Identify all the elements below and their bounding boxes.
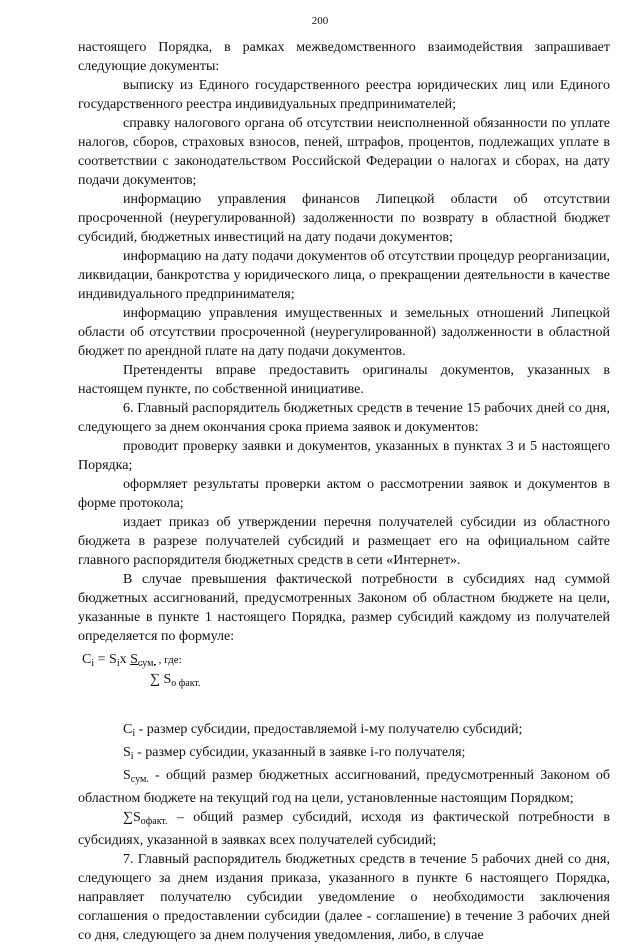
formula-numerator-line: $C_i = S_ix$ $S_{сум.}$ , где: (82, 652, 182, 669)
paragraph-egrul: выписку из Единого государственного реестра юридических лиц или Единого государственного реестра индивидуальных предпринимателей; (78, 78, 610, 112)
paragraph-tax-certificate: справку налогового органа об отсутствии неисполненной обязанности по уплате налогов, сборов, страховых взносов, пеней, штрафов, процентов, подлежащих уплате в соответствии с законодательством Российской Федерации о налогах и сборах, на дату подачи документов; (78, 116, 610, 188)
paragraph-originals: Претенденты вправе предоставить оригиналы документов, указанных в настоящем пункте, по собственной инициативе. (78, 363, 610, 397)
paragraph-finance-info: информацию управления финансов Липецкой области об отсутствии просроченной (неурегулированной) задолженности по возврату в областной бюджет субсидий, бюджетных инвестиций на дату подачи документов; (78, 192, 610, 245)
definition-ci: $C_i$ - размер субсидии, предоставляемой i-му получателю субсидий; (123, 722, 523, 739)
paragraph-order: издает приказ об утверждении перечня получателей субсидии из областного бюджета в разрезе получателей субсидий и размещает его на официальном сайте главного распорядителя бюджетных средств в сети «Интернет». (78, 515, 610, 568)
paragraph-item-7: 7. Главный распорядитель бюджетных средств в течение 5 рабочих дней со дня, следующего за днем издания приказа, указанного в пункте 6 настоящего Порядка, направляет получателю субсидии уведомление о необходимости заключения соглашения о предоставлении субсидии (далее - соглашение) в течение 3 рабочих дней со дня, следующего за днем получения уведомления, либо, в случае (78, 852, 610, 943)
paragraph-excess: В случае превышения фактической потребности в субсидиях над суммой бюджетных ассигнований, предусмотренных Законом об областном бюджете на цели, указанные в пункте 1 настоящего Порядка, размер субсидий каждому из получателей определяется по формуле: (78, 572, 610, 644)
page-number: 200 (311, 15, 329, 27)
paragraph-check: проводит проверку заявки и документов, указанных в пунктах 3 и 5 настоящего Порядка; (78, 439, 610, 473)
definition-sfakt: $\sum S_{oфакт.}$ – общий размер субсидий, исходя из фактической потребности в субсидиях, указанной в заявках всех получателей субсидий; (78, 810, 610, 848)
subsidy-formula (78, 650, 610, 702)
definition-ssum: $S_{сум.}$ - общий размер бюджетных ассигнований, предусмотренный Законом об областном бюджете на текущий год на цели, установленные настоящим Порядком; (78, 768, 610, 806)
paragraph-protocol: оформляет результаты проверки актом о рассмотрении заявок и документов в форме протокола; (78, 477, 610, 511)
document-body (78, 38, 610, 945)
paragraph-reorganization-info: информацию на дату подачи документов об отсутствии процедур реорганизации, ликвидации, банкротства у юридического лица, о прекращении деятельности в качестве индивидуального предпринимателя; (78, 249, 610, 302)
paragraph-property-info: информацию управления имущественных и земельных отношений Липецкой области об отсутствии просроченной (неурегулированной) задолженности в областной бюджет по арендной плате на дату подачи документов. (78, 306, 610, 359)
definition-si: $S_i$ - размер субсидии, указанный в заявке i-го получателя; (123, 745, 466, 762)
formula-denominator: ∑ $S_{o факт.}$ (150, 672, 201, 689)
paragraph-intro: настоящего Порядка, в рамках межведомственного взаимодействия запрашивает следующие документы: (78, 40, 610, 74)
paragraph-item-6: 6. Главный распорядитель бюджетных средств в течение 15 рабочих дней со дня, следующего за днем окончания срока приема заявок и документов: (78, 401, 610, 435)
